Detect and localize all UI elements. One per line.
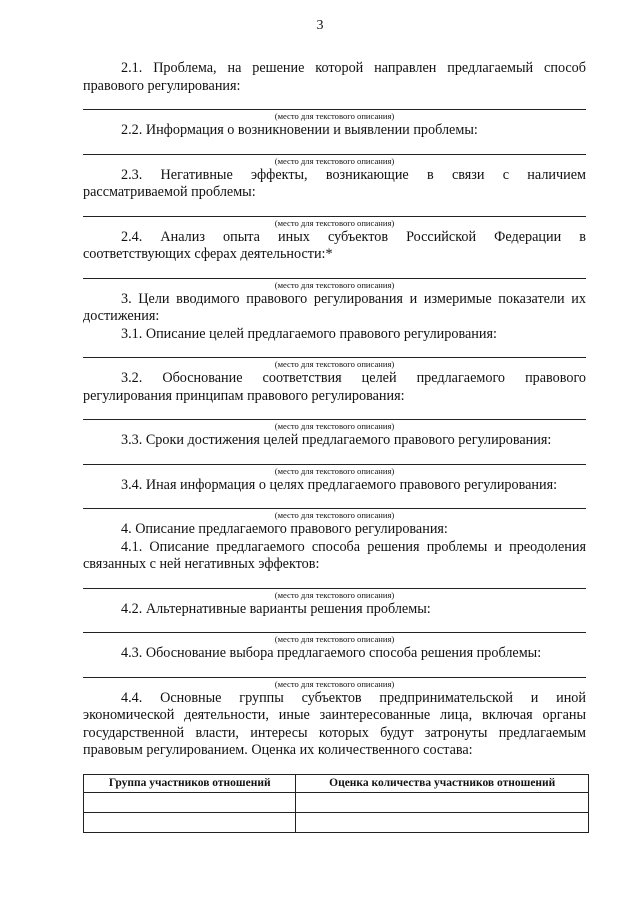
section-4-2-text: 4.2. Альтернативные варианты решения проблемы: xyxy=(121,600,431,617)
section-3-1-text: 3.1. Описание целей предлагаемого правового регулирования: xyxy=(121,325,497,342)
section-2-4-caption: (место для текстового описания) xyxy=(274,279,395,290)
table-header-row xyxy=(84,774,589,792)
participants-table xyxy=(83,774,589,833)
section-3-2-text: 3.2. Обоснование соответствия целей предлагаемого правового регулирования принципам правового регулирования: xyxy=(83,370,586,404)
section-2-3-caption: (место для текстового описания) xyxy=(274,217,395,228)
section-3-2-caption: (место для текстового описания) xyxy=(274,421,395,431)
section-2-3-text: 2.3. Негативные эффекты, возникающие в связи с наличием рассматриваемой проблемы: xyxy=(83,166,586,200)
section-3-1-caption: (место для текстового описания) xyxy=(274,359,395,369)
section-2-2-text: 2.2. Информация о возникновении и выявлении проблемы: xyxy=(121,122,478,138)
page-number: 3 xyxy=(316,18,324,33)
section-4-3-caption: (место для текстового описания) xyxy=(274,678,395,689)
table-cell-estimate[interactable] xyxy=(296,812,589,832)
section-3-4-field[interactable] xyxy=(83,494,586,509)
table-cell-group[interactable] xyxy=(84,792,296,812)
section-4-1-text: 4.1. Описание предлагаемого способа решения проблемы и преодоления связанных с ней негативных эффектов: xyxy=(83,538,586,572)
section-2-2-field[interactable] xyxy=(83,140,586,155)
table-header-estimate: Оценка количества участников отношений xyxy=(296,774,589,792)
section-2-2-caption: (место для текстового описания) xyxy=(274,155,395,166)
section-4-2-caption: (место для текстового описания) xyxy=(274,634,395,644)
section-2-3-field[interactable] xyxy=(83,202,586,217)
table-row xyxy=(84,812,589,832)
section-4-2-field[interactable] xyxy=(83,618,586,633)
section-2-1-text: 2.1. Проблема, на решение которой направлен предлагаемый способ правового регулирования: xyxy=(83,60,586,94)
section-4-1-field[interactable] xyxy=(83,574,586,589)
section-4-3-field[interactable] xyxy=(83,663,586,678)
section-4-heading: 4. Описание предлагаемого правового регулирования: xyxy=(121,521,448,537)
section-2-4-text: 2.4. Анализ опыта иных субъектов Российской Федерации в соответствующих сферах деятельности:* xyxy=(83,228,586,262)
section-4-3-text: 4.3. Обоснование выбора предлагаемого способа решения проблемы: xyxy=(121,645,542,661)
table-cell-estimate[interactable] xyxy=(296,792,589,812)
section-4-1-caption: (место для текстового описания) xyxy=(274,589,395,600)
section-3-2-field[interactable] xyxy=(83,405,586,420)
section-2-1-caption: (место для текстового описания) xyxy=(274,111,395,121)
section-4-4-text: 4.4. Основные группы субъектов предпринимательской и иной экономической деятельности, иные заинтересованные лица, включая органы государственной власти, интересы которых будут затронуты предлагаемым правовым регулированием. Оценка их количественного состава: xyxy=(83,689,586,758)
document-body xyxy=(83,60,586,833)
section-3-heading: 3. Цели вводимого правового регулирования и измеримые показатели их достижения: xyxy=(83,290,586,324)
table-row xyxy=(84,792,589,812)
section-3-3-text: 3.3. Сроки достижения целей предлагаемого правового регулирования: xyxy=(121,432,552,448)
section-3-3-field[interactable] xyxy=(83,450,586,465)
section-3-4-text: 3.4. Иная информация о целях предлагаемого правового регулирования: xyxy=(121,476,558,493)
section-3-3-caption: (место для текстового описания) xyxy=(274,465,395,476)
table-cell-group[interactable] xyxy=(84,812,296,832)
section-3-4-caption: (место для текстового описания) xyxy=(274,510,395,520)
table-header-group: Группа участников отношений xyxy=(84,774,296,792)
section-3-1-field[interactable] xyxy=(83,343,586,358)
section-2-1-field[interactable] xyxy=(83,95,586,110)
section-2-4-field[interactable] xyxy=(83,264,586,279)
